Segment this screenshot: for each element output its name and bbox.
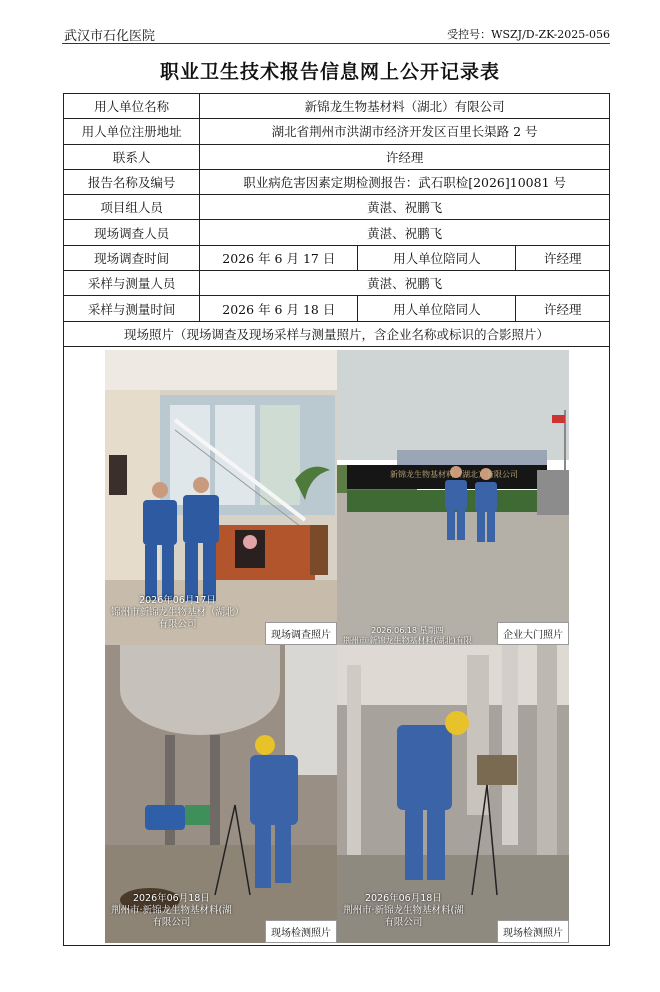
site-survey-photo <box>105 350 337 645</box>
stamp-date: 2026年06月17日 <box>139 594 216 606</box>
table-row <box>64 245 610 270</box>
table-row <box>64 195 610 220</box>
stamp-location-cont: 有限公司 <box>158 618 197 630</box>
stamp-location-cont: 有限公司 <box>384 916 423 928</box>
survey-staff-label: 现场调查人员 <box>64 220 200 245</box>
document-title: 职业卫生技术报告信息网上公开记录表 <box>159 61 500 83</box>
contact-label: 联系人 <box>64 144 200 169</box>
photo-stamp <box>343 893 464 929</box>
photo-caption: 现场调查照片 <box>265 622 337 645</box>
sampling-staff-value: 黄湛、祝鹏飞 <box>200 271 610 296</box>
photo-caption: 企业大门照片 <box>497 622 569 645</box>
report-value: 职业病危害因素定期检测报告：武石职检[2026]10081 号 <box>200 169 610 194</box>
table-row <box>64 271 610 296</box>
detection-photo-2 <box>337 645 569 943</box>
table-row <box>64 169 610 194</box>
stamp-location: 荆州市·新锦龙生物基材料(湖 <box>111 904 232 916</box>
stamp-date: 2026年06月18日 <box>364 892 442 904</box>
table-row <box>64 346 610 945</box>
survey-companion-label: 用人单位陪同人 <box>358 245 516 270</box>
header-org: 武汉市石化医院 <box>64 29 156 44</box>
record-table <box>63 93 610 946</box>
stamp-location: 锦州市新锦龙生物基材（湖北） <box>111 606 245 618</box>
detection-photo-1 <box>105 645 337 943</box>
stamp-date: 2026.06.18 星期四 <box>371 625 444 635</box>
survey-time-value: 2026 年 6 月 17 日 <box>200 245 358 270</box>
sampling-companion-value: 许经理 <box>516 296 610 321</box>
sampling-companion-label: 用人单位陪同人 <box>358 296 516 321</box>
report-label: 报告名称及编号 <box>64 169 200 194</box>
address-value: 湖北省荆州市洪湖市经济开发区百里长渠路 2 号 <box>200 119 610 144</box>
gate-scene-image <box>337 350 569 645</box>
survey-time-label: 现场调查时间 <box>64 245 200 270</box>
photo-stamp <box>343 626 472 645</box>
table-row <box>64 119 610 144</box>
entrance-photo <box>337 350 569 645</box>
photo-caption: 现场检测照片 <box>265 920 337 943</box>
address-label: 用人单位注册地址 <box>64 119 200 144</box>
photos-cell <box>64 346 610 945</box>
table-row <box>64 296 610 321</box>
control-number: 受控号：WSZJ/D-ZK-2025-056 <box>447 28 610 41</box>
sampling-time-value: 2026 年 6 月 18 日 <box>200 296 358 321</box>
stamp-date: 2026年06月18日 <box>132 892 210 904</box>
stamp-location: 荆州市·新锦龙生物基材料(湖 <box>343 904 464 916</box>
table-row <box>64 220 610 245</box>
stamp-location-cont: 有限公司 <box>152 916 191 928</box>
photos-label: 现场照片（现场调查及现场采样与测量照片，含企业名称或标识的合影照片） <box>64 321 610 346</box>
stamp-location: 荆州市·新锦龙生物基材料(湖北)有限 <box>343 635 472 645</box>
photo-stamp <box>111 595 244 631</box>
sampling-staff-label: 采样与测量人员 <box>64 271 200 296</box>
table-row <box>64 321 610 346</box>
photo-stamp <box>111 893 232 929</box>
company-sign-text: 新锦龙生物基材料（湖北）有限公司 <box>390 469 518 479</box>
employer-value: 新锦龙生物基材料（湖北）有限公司 <box>200 94 610 119</box>
sampling-time-label: 采样与测量时间 <box>64 296 200 321</box>
header-divider <box>62 43 610 44</box>
team-value: 黄湛、祝鹏飞 <box>200 195 610 220</box>
team-label: 项目组人员 <box>64 195 200 220</box>
contact-value: 许经理 <box>200 144 610 169</box>
employer-label: 用人单位名称 <box>64 94 200 119</box>
survey-staff-value: 黄湛、祝鹏飞 <box>200 220 610 245</box>
survey-companion-value: 许经理 <box>516 245 610 270</box>
photo-caption: 现场检测照片 <box>497 920 569 943</box>
table-row <box>64 94 610 119</box>
table-row <box>64 144 610 169</box>
